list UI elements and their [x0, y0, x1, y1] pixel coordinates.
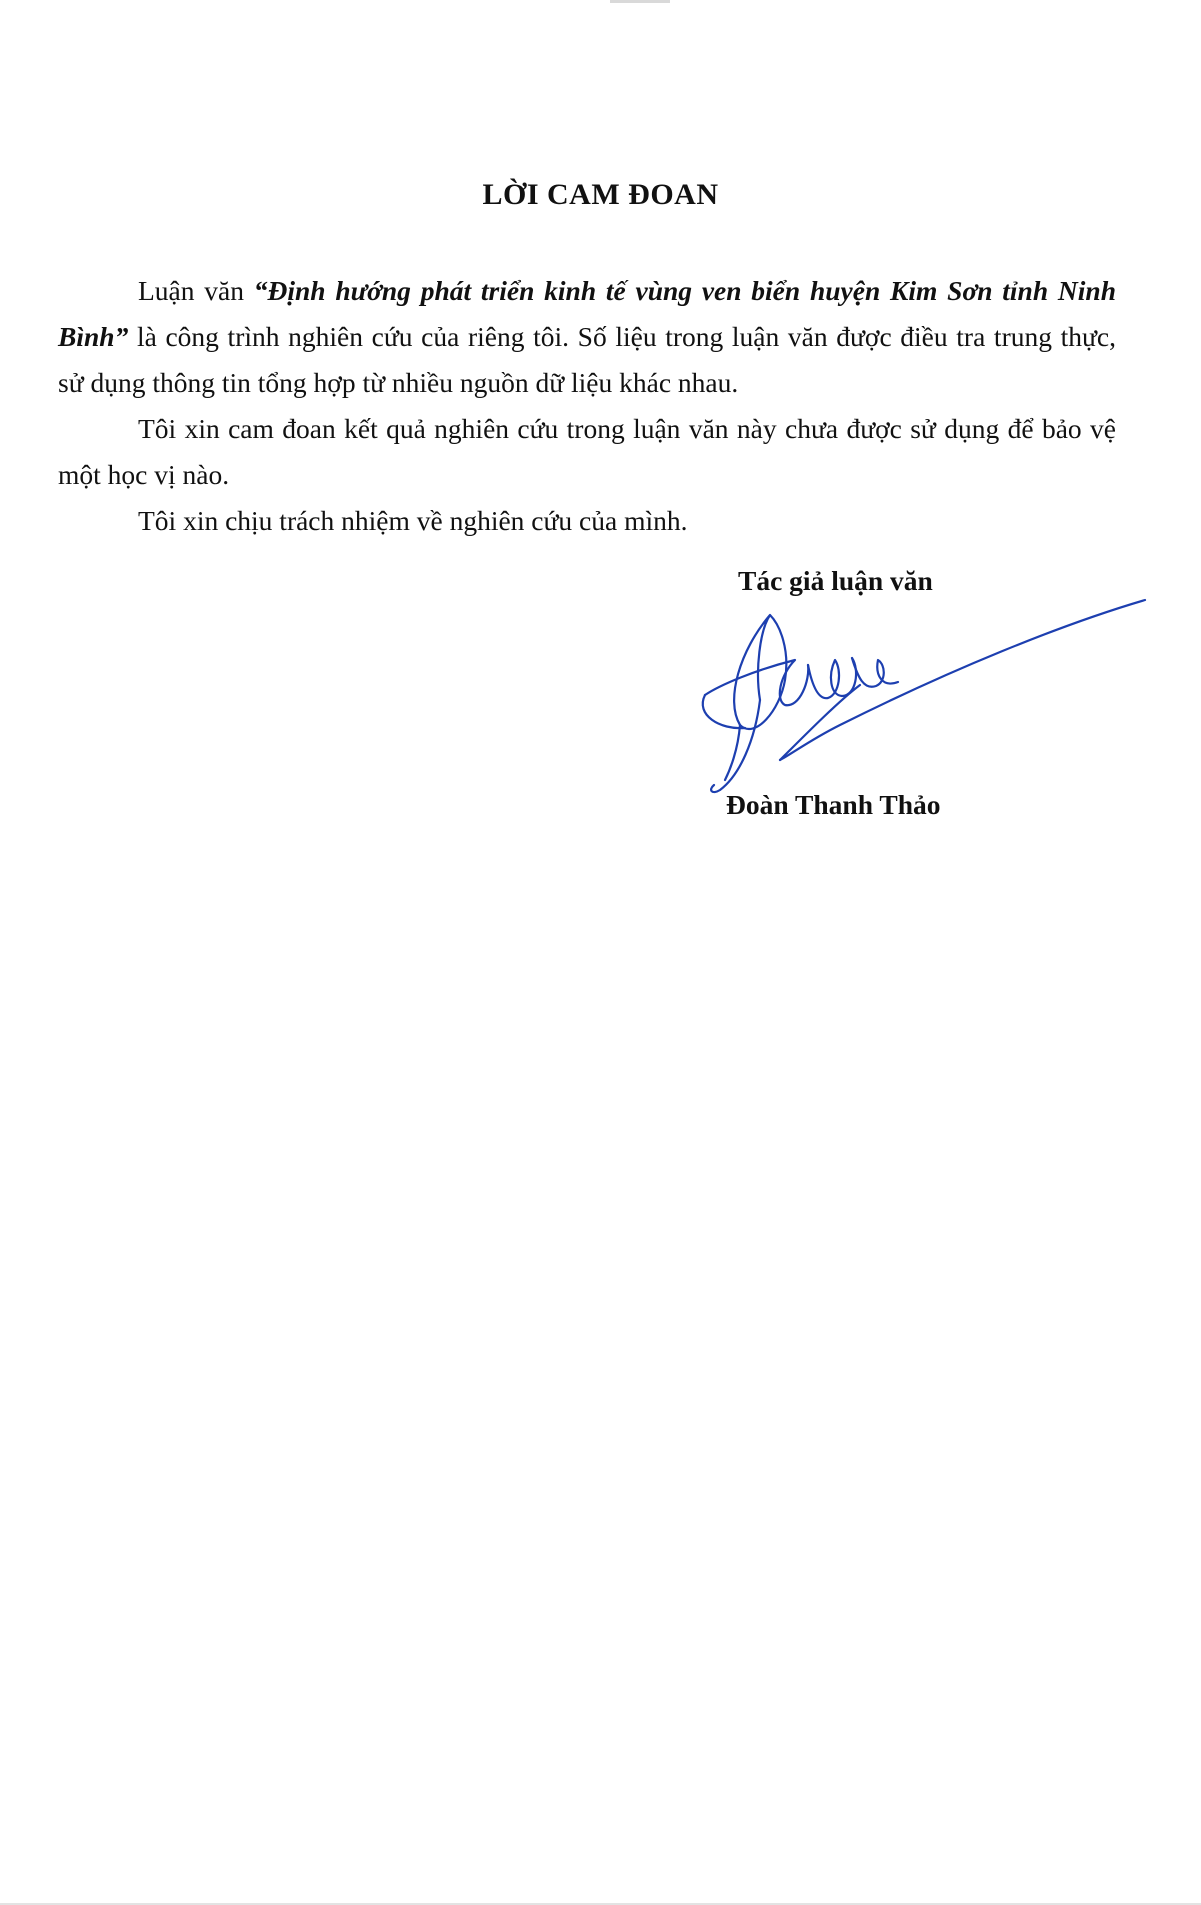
- paragraph-commitment: Tôi xin cam đoan kết quả nghiên cứu trong luận văn này chưa được sử dụng để bảo vệ một học vị nào.: [58, 413, 1116, 490]
- paragraph-thesis-statement: [58, 268, 1116, 406]
- handwritten-signature: [700, 590, 1150, 810]
- scan-artifact-top: [610, 0, 670, 3]
- paragraph-rest-text: là công trình nghiên cứu của riêng tôi. Số liệu trong luận văn được điều tra trung thực, sử dụng thông tin tổng hợp từ nhiều nguồn dữ liệu khác nhau.: [58, 321, 1116, 398]
- declaration-body: [58, 268, 1116, 544]
- paragraph-responsibility: Tôi xin chịu trách nhiệm về nghiên cứu của mình.: [138, 505, 688, 536]
- page-title: LỜI CAM ĐOAN: [482, 178, 719, 211]
- author-label: Tác giả luận văn: [738, 565, 933, 596]
- author-name: Đoàn Thanh Thảo: [726, 789, 941, 820]
- thesis-title: “Định hướng phát triển kinh tế vùng ven biển huyện Kim Sơn tỉnh Ninh Bình”: [58, 275, 1116, 352]
- paragraph-lead-text: Luận văn: [138, 275, 254, 306]
